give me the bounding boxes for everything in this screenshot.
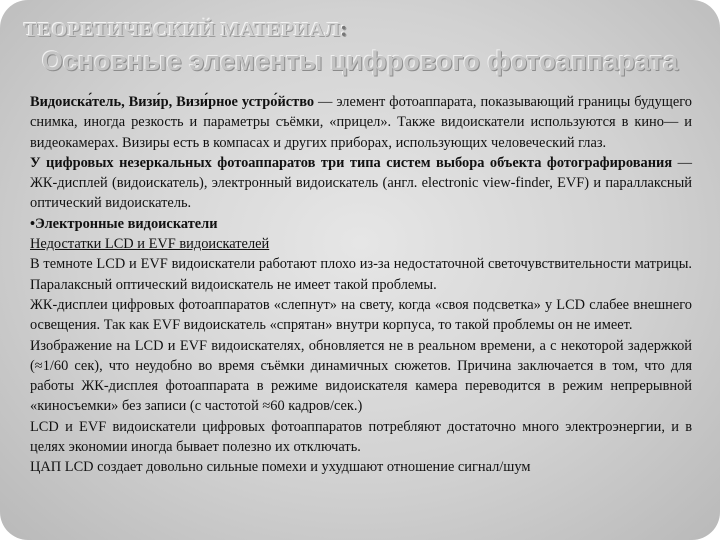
paragraph-bright-light: ЖК-дисплеи цифровых фотоаппаратов «слепнут» на свету, когда «своя подсветка» у LCD слабее внешнего освещения. Так как EVF видоискатель «спрятан» внутри корпуса, то такой проблемы он не имеет. — [30, 296, 692, 334]
drawbacks-heading — [30, 234, 692, 254]
definition-text: — элемент фотоаппарата, показывающий границы будущего снимка, иногда резкость и параметры съёмки, «прицел». Также видоискатели используются в кино— и видеокамерах. Визиры есть в компасах и других приборах, использующих человеческий глаз. — [30, 94, 693, 151]
electronic-viewfinders-heading-text: •Электронные видоискатели — [30, 215, 218, 232]
paragraph-noise: ЦАП LCD создает довольно сильные помехи и ухудшают отношение сигнал/шум — [30, 459, 531, 476]
types-heading: У цифровых незеркальных фотоаппаратов три типа систем выбора объекта фотографирования — [30, 154, 673, 171]
section-label — [24, 16, 348, 42]
term-viewfinder: Видоиска́тель, Визи́р, Визи́рное устро́йство — [30, 94, 315, 110]
paragraph-power: LCD и EVF видоискатели цифровых фотоаппаратов потребляют достаточно много электроэнергии, и в целях экономии иногда бывает полезно их отключать. — [30, 418, 692, 456]
paragraph-delay: Изображение на LCD и EVF видоискателях, обновляется не в реальном времени, а с некоторой задержкой (≈1/60 сек), что неудобно во время съёмки динамичных сюжетов. Причина заключается в том, что для работы ЖК-дисплея фотоаппарата в режиме видоискателя камера переводится в режим непрерывной «киносъемки» без записи (с частотой ≈60 кадров/сек.) — [30, 337, 692, 415]
types-text: — ЖК-дисплей (видоискатель), электронный видоискатель (англ. electronic view-finder, EVF) и параллаксный оптический видоискатель. — [30, 154, 692, 212]
section-label-colon: : — [340, 16, 348, 41]
paragraph-viewfinder-types — [30, 153, 692, 214]
slide-body — [30, 92, 692, 478]
drawbacks-heading-text: Недостатки LCD и EVF видоискателей — [30, 236, 270, 253]
slide-title: Основные элементы цифрового фотоаппарата — [41, 46, 679, 76]
electronic-viewfinders-heading — [30, 214, 692, 234]
paragraph-viewfinder-definition — [30, 92, 692, 153]
paragraph-darkness: В темноте LCD и EVF видоискатели работают плохо из-за недостаточной светочувствительности матрицы. Паралаксный оптический видоискатель не имеет такой проблемы. — [30, 256, 692, 293]
section-label-text: ТЕОРЕТИЧЕСКИЙ МАТЕРИАЛ — [24, 19, 341, 41]
